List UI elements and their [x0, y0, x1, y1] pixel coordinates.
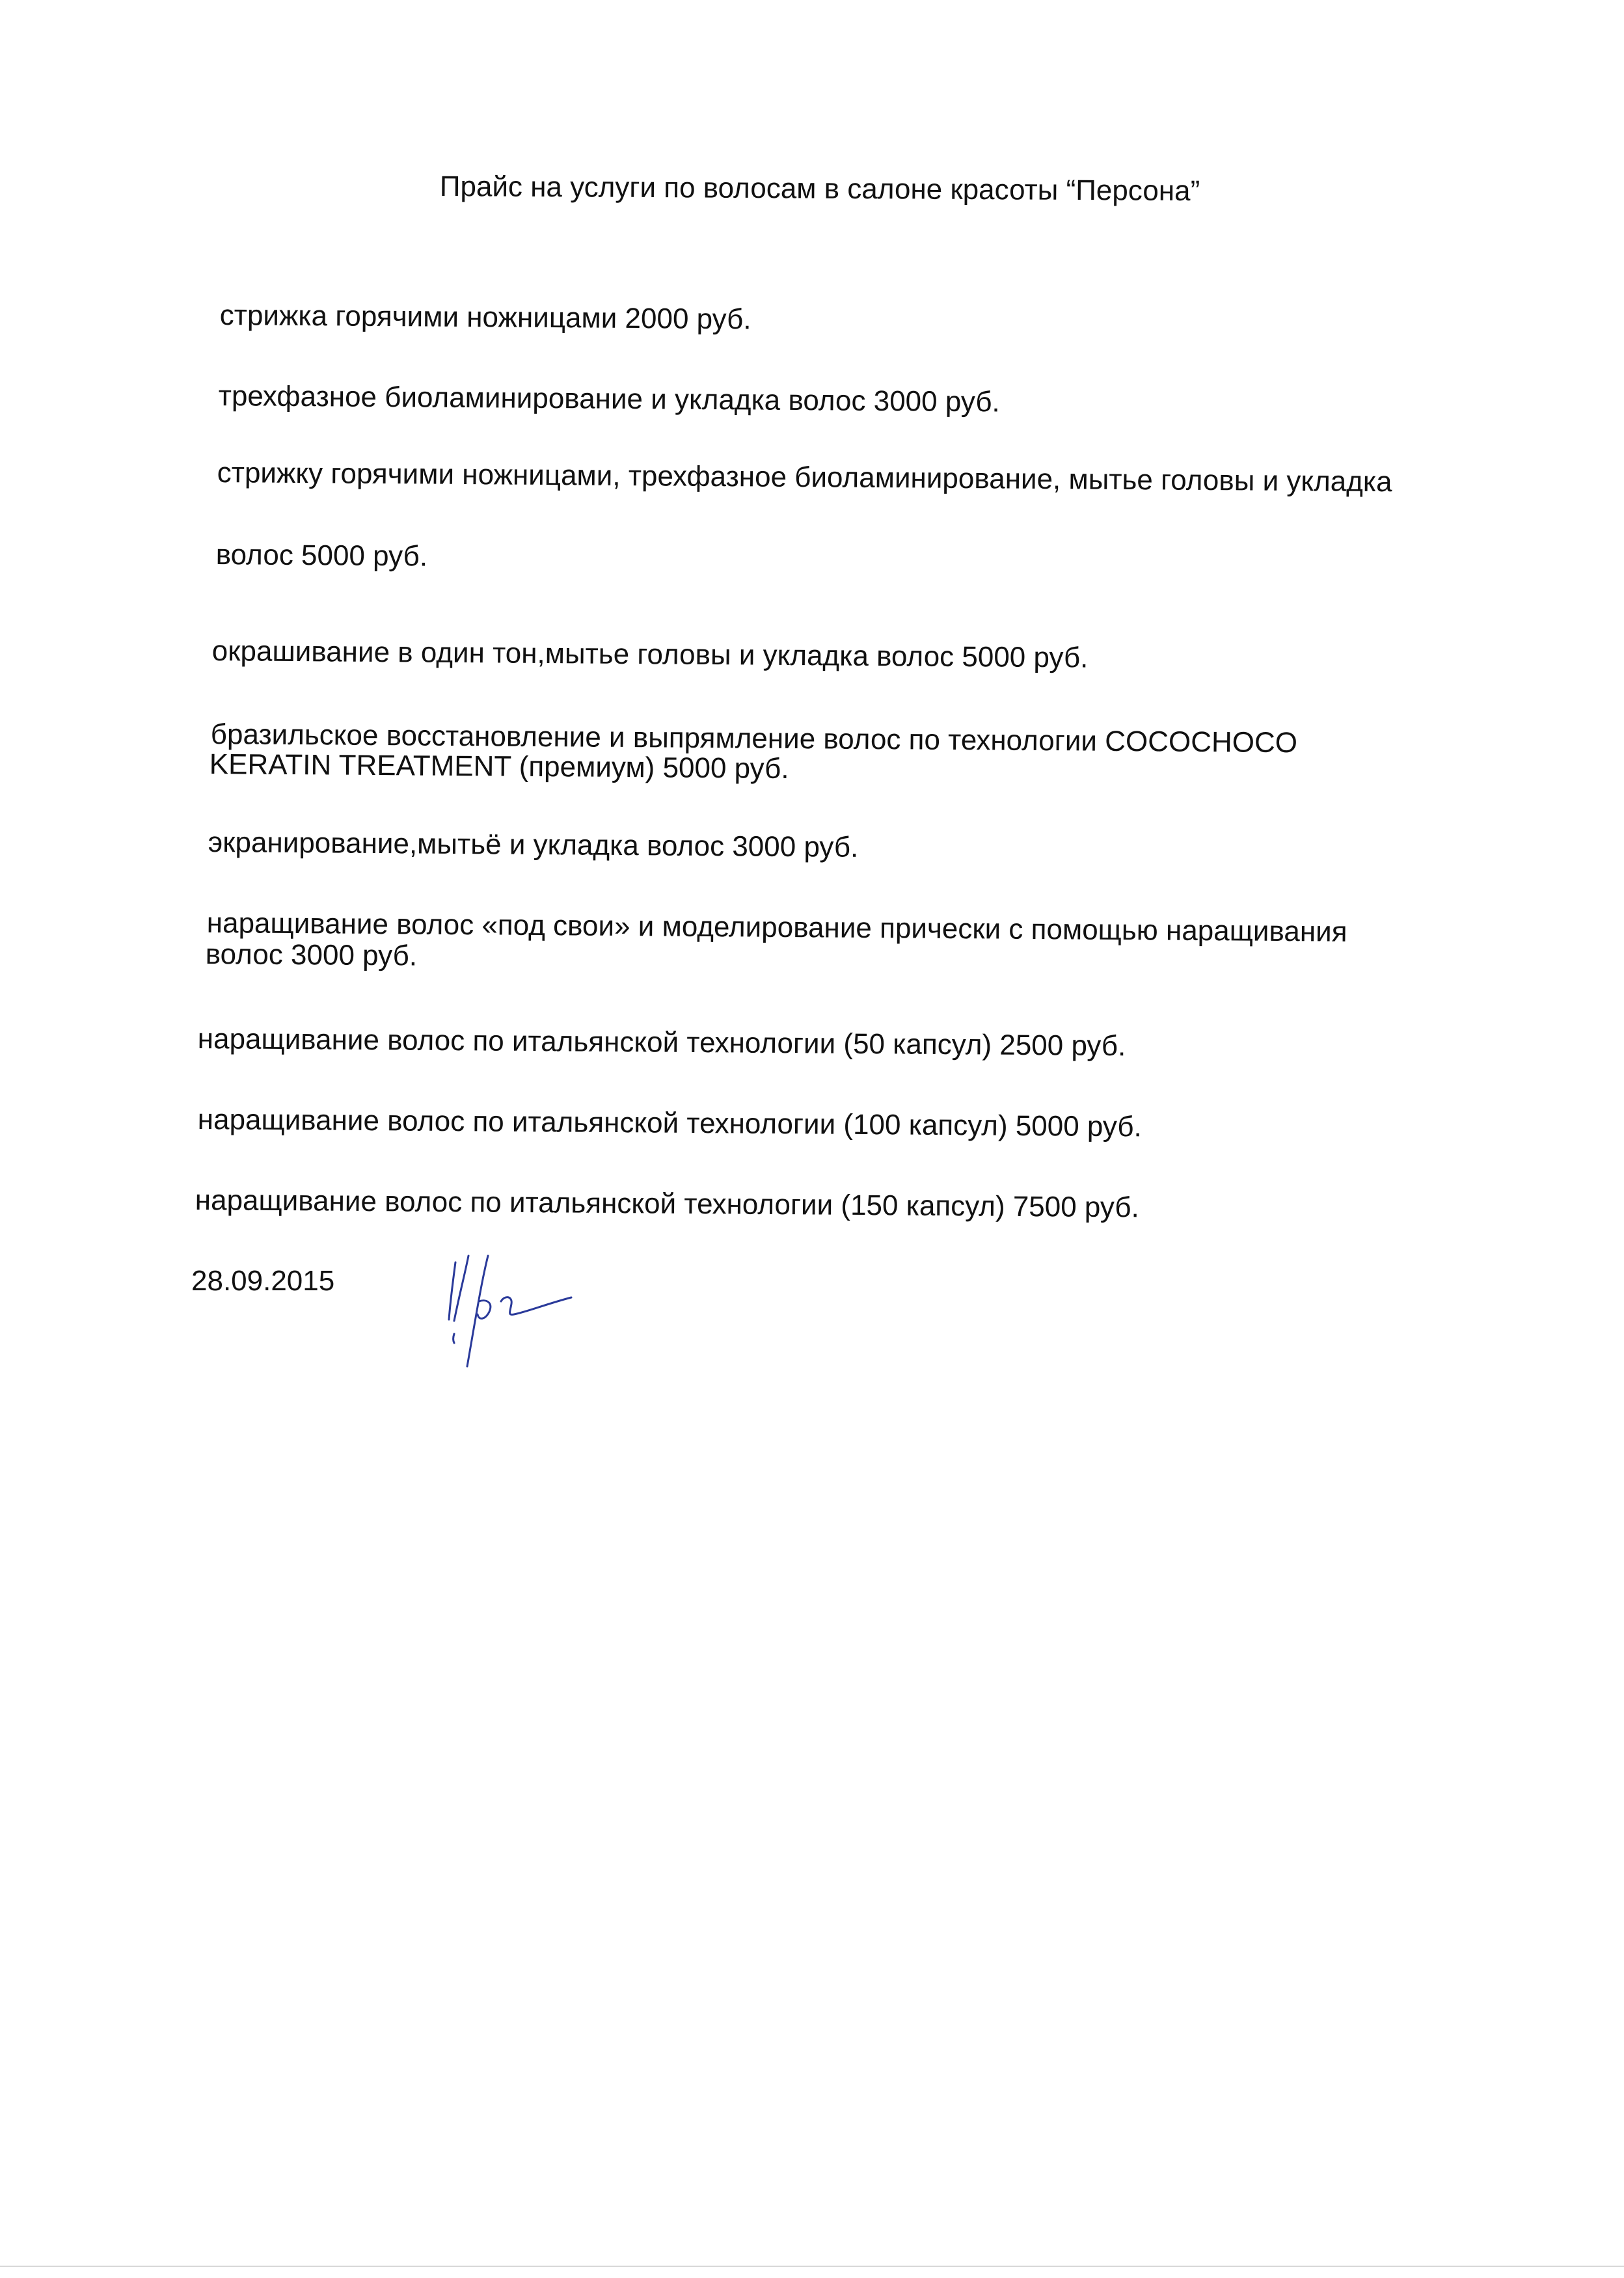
list-item-extensions-50-capsules: наращивание волос по итальянской технологии (50 капсул) 2500 руб.	[197, 1022, 1126, 1063]
list-item-combo-service-line2: волос 5000 руб.	[215, 538, 428, 573]
list-item-extensions-100-capsules: наращивание волос по итальянской технологии (100 капсул) 5000 руб.	[197, 1103, 1143, 1143]
list-item-brazilian-keratin-line2: KERATIN TREATMENT (премиум) 5000 руб.	[209, 748, 789, 785]
list-item-coloring: окрашивание в один тон,мытье головы и укладка волос 5000 руб.	[211, 634, 1089, 674]
list-item-shielding: экранирование,мытьё и укладка волос 3000 руб.	[208, 826, 859, 863]
list-item-biolamination-styling: трехфазное биоламинирование и укладка волос 3000 руб.	[218, 379, 1000, 418]
document-date: 28.09.2015	[191, 1265, 335, 1297]
list-item-extensions-natural-line1: наращивание волос «под свои» и моделирование прически с помощью наращивания	[206, 906, 1347, 948]
page-bottom-edge	[0, 2266, 1624, 2267]
list-item-hot-scissors-cut: стрижка горячими ножницами 2000 руб.	[219, 299, 751, 336]
handwritten-signature	[416, 1236, 625, 1392]
list-item-extensions-natural-line2: волос 3000 руб.	[205, 938, 418, 972]
list-item-combo-service-line1: стрижку горячими ножницами, трехфазное биоламинирование, мытье головы и укладка	[217, 456, 1392, 498]
list-item-brazilian-keratin-line1: бразильское восстановление и выпрямление волос по технологии COCOCHOCO	[210, 718, 1298, 759]
price-list-title: Прайс на услуги по волосам в салоне красоты “Персона”	[439, 170, 1200, 208]
list-item-extensions-150-capsules: наращивание волос по итальянской технологии (150 капсул) 7500 руб.	[195, 1184, 1140, 1224]
